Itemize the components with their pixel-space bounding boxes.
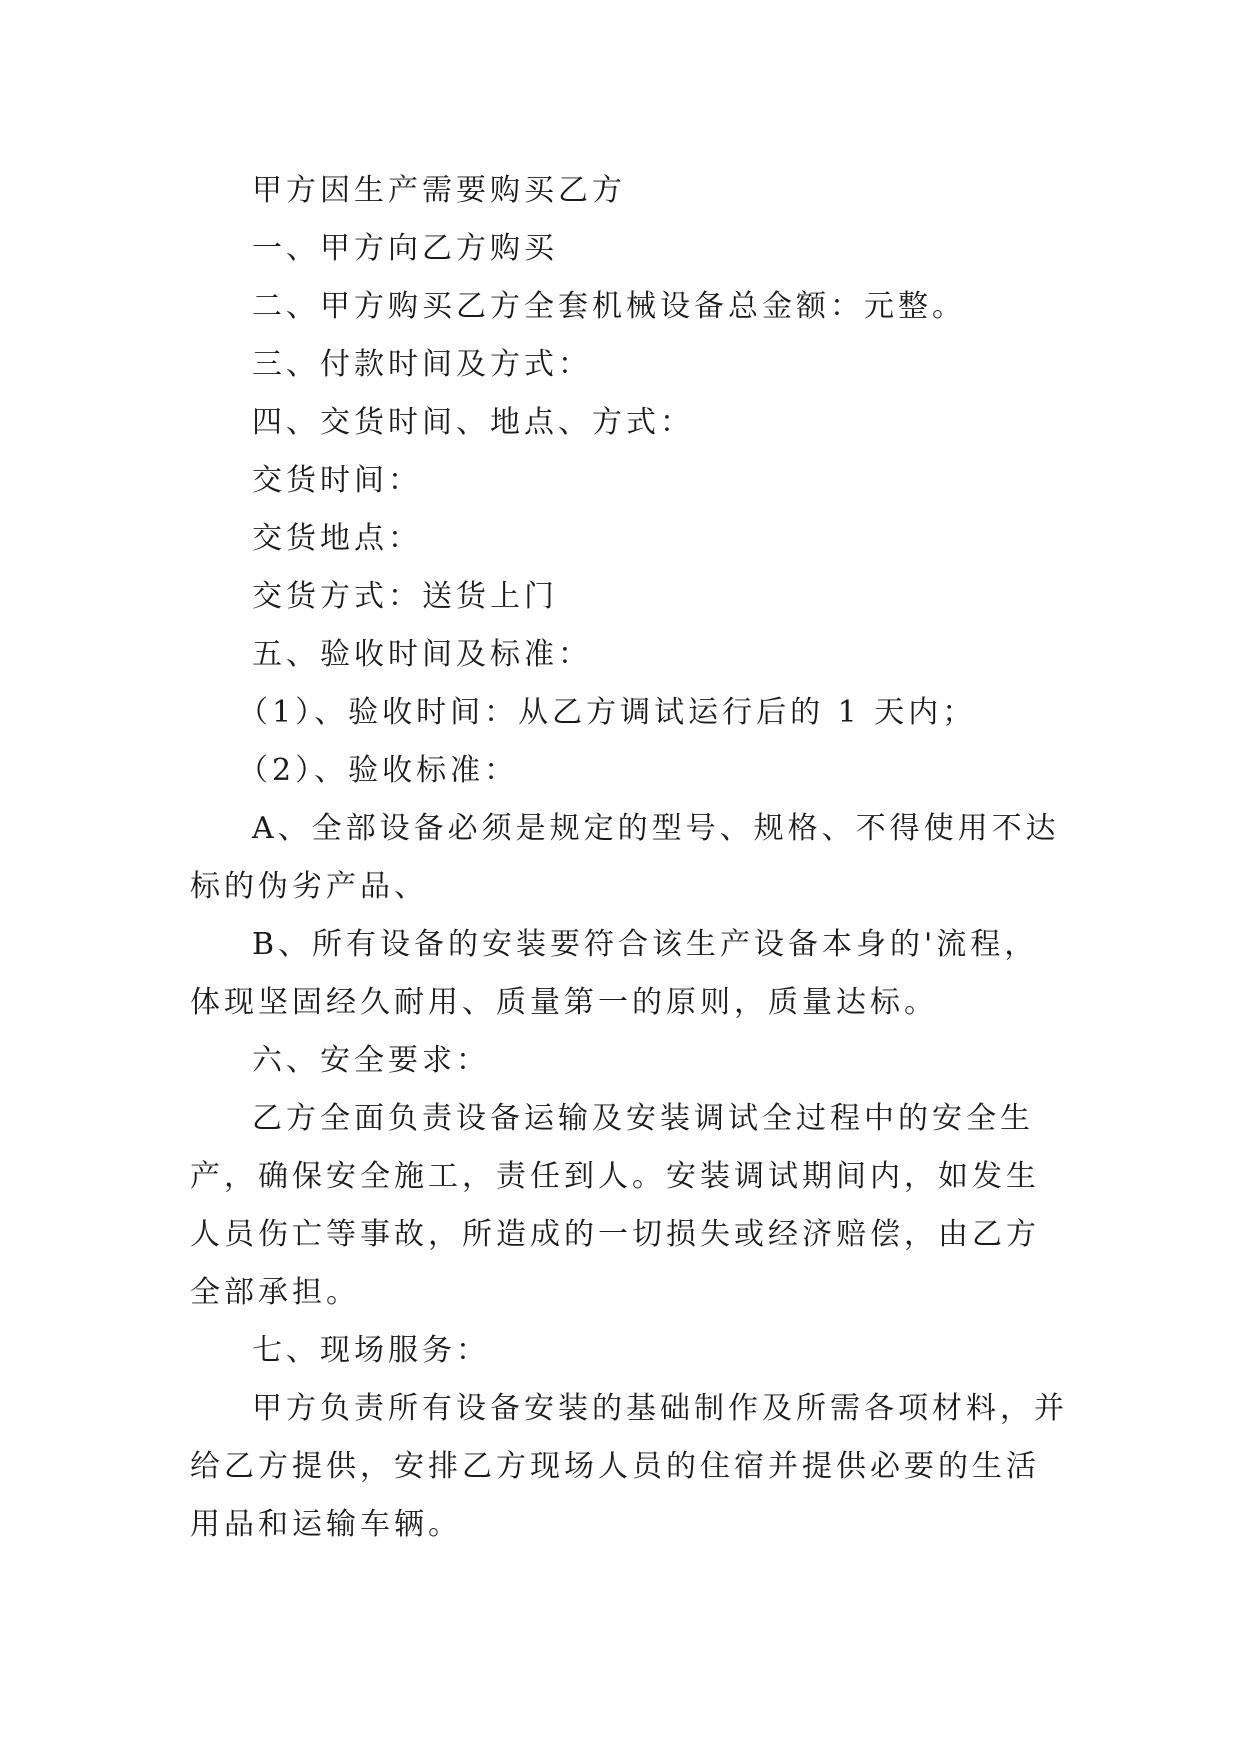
- paragraph-standard-b: B、所有设备的安装要符合该生产设备本身的'流程，体现坚固经久耐用、质量第一的原则，质量达标。: [190, 927, 1039, 1020]
- paragraph-section-6: 六、安全要求：: [252, 1043, 490, 1078]
- paragraph-section-3: 三、付款时间及方式：: [252, 347, 592, 382]
- paragraph-section-5: 五、验收时间及标准：: [252, 637, 592, 672]
- paragraph-delivery-place: 交货地点：: [252, 521, 422, 556]
- document-body: [190, 162, 1070, 1554]
- paragraph-section-1: 一、甲方向乙方购买: [252, 231, 558, 266]
- paragraph-delivery-time: 交货时间：: [252, 463, 422, 498]
- paragraph-acceptance-time: （1）、验收时间：从乙方调试运行后的 1 天内；: [238, 695, 977, 730]
- paragraph-standard-a: A、全部设备必须是规定的型号、规格、不得使用不达标的伪劣产品、: [190, 811, 1060, 904]
- paragraph-section-7: 七、现场服务：: [252, 1333, 490, 1368]
- paragraph-acceptance-standard: （2）、验收标准：: [238, 753, 519, 788]
- paragraph-safety-body: 乙方全面负责设备运输及安装调试全过程中的安全生产，确保安全施工，责任到人。安装调试期间内，如发生人员伤亡等事故，所造成的一切损失或经济赔偿，由乙方全部承担。: [190, 1101, 1040, 1310]
- paragraph-service-body: 甲方负责所有设备安装的基础制作及所需各项材料，并给乙方提供，安排乙方现场人员的住宿并提供必要的生活用品和运输车辆。: [190, 1391, 1068, 1542]
- paragraph-section-2: 二、甲方购买乙方全套机械设备总金额：元整。: [252, 289, 966, 324]
- paragraph-intro: 甲方因生产需要购买乙方: [252, 173, 626, 208]
- paragraph-section-4: 四、交货时间、地点、方式：: [252, 405, 694, 440]
- paragraph-delivery-method: 交货方式：送货上门: [252, 579, 558, 614]
